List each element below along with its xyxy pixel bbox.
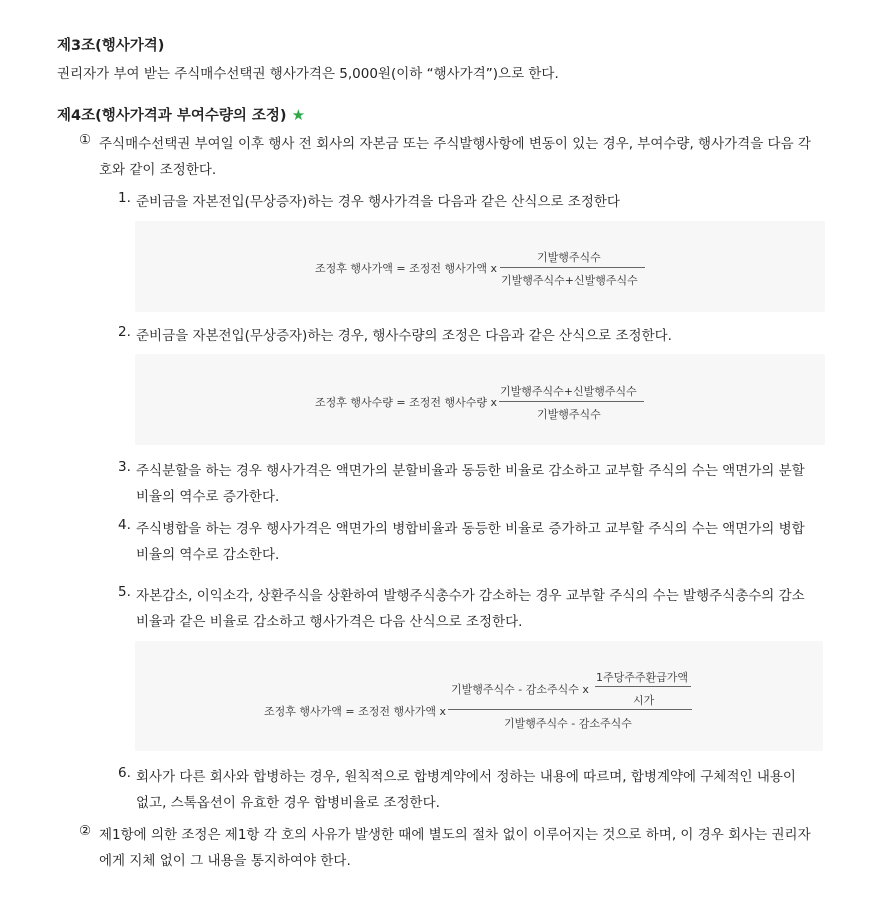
formula-1-numerator: 기발행주식수: [537, 251, 601, 264]
clause-2-line1: 제1항에 의한 조정은 제1항 각 호의 사유가 발생한 때에 별도의 절차 없이 이루어지는 것으로 하며, 이 경우 회사는 권리자: [99, 827, 811, 843]
item-1-text: 준비금을 자본전입(무상증자)하는 경우 행사가격을 다음과 같은 산식으로 조정한다: [136, 194, 620, 210]
formula-3-denominator: 기발행주식수 - 감소주식수: [504, 717, 632, 730]
item-4-line1: 주식병합을 하는 경우 행사가격은 액면가의 병합비율과 동등한 비율로 증가하고 교부할 주식의 수는 액면가의 병합: [136, 521, 805, 537]
article-3-title: 제3조(행사가격): [57, 38, 165, 54]
clause-1-line1: 주식매수선택권 부여일 이후 행사 전 회사의 자본금 또는 주식발행사항에 변동이 있는 경우, 부여수량, 행사가격을 다음 각: [99, 136, 811, 152]
article-3-body: 권리자가 부여 받는 주식매수선택권 행사가격은 5,000원(이하 “행사가격”)으로 한다.: [57, 66, 559, 82]
item-3-line1: 주식분할을 하는 경우 행사가격은 액면가의 분할비율과 동등한 비율로 감소하고 교부할 주식의 수는 액면가의 분할: [136, 463, 805, 479]
formula-2-denominator: 기발행주식수: [537, 408, 601, 421]
item-6-line2: 없고, 스톡옵션이 유효한 경우 합병비율로 조정한다.: [136, 795, 440, 811]
item-5-line1: 자본감소, 이익소각, 상환주식을 상환하여 발행주식총수가 감소하는 경우 교부할 주식의 수는 발행주식총수의 감소: [136, 588, 805, 604]
formula-1-lhs: 조정후 행사가액 = 조정전 행사가액 x: [315, 262, 497, 275]
item-5-line2: 비율과 같은 비율로 감소하고 행사가격은 다음 산식으로 조정한다.: [136, 614, 523, 630]
formula-2-lhs: 조정후 행사수량 = 조정전 행사수량 x: [315, 396, 497, 409]
formula-3-fraction-line: [448, 709, 692, 710]
clause-1-marker: ①: [79, 132, 92, 148]
formula-3-inner-numerator: 1주당주주환급가액: [596, 671, 689, 684]
formula-1-denominator: 기발행주식수+신발행주식수: [501, 274, 638, 287]
formula-box-2: [135, 354, 825, 445]
clause-2-line2: 에게 지체 없이 그 내용을 통지하여야 한다.: [99, 853, 351, 869]
formula-1-fraction-line: [500, 267, 645, 268]
item-4-line2: 비율의 역수로 감소한다.: [136, 547, 280, 563]
formula-3-inner-fraction-line: [595, 686, 691, 687]
item-4-number: 4.: [118, 517, 131, 533]
item-6-line1: 회사가 다른 회사와 합병하는 경우, 원칙적으로 합병계약에서 정하는 내용에 따르며, 합병계약에 구체적인 내용이: [136, 769, 796, 785]
article-4-title-text: 제4조(행사가격과 부여수량의 조정): [57, 108, 287, 124]
item-5-number: 5.: [118, 584, 131, 600]
formula-3-numerator-text: 기발행주식수 - 감소주식수 x: [451, 683, 589, 696]
formula-3-lhs: 조정후 행사가액 = 조정전 행사가액 x: [264, 705, 446, 718]
formula-3-inner-denominator: 시가: [633, 694, 655, 707]
item-3-number: 3.: [118, 459, 131, 475]
item-2-text: 준비금을 자본전입(무상증자)하는 경우, 행사수량의 조정은 다음과 같은 산식으로 조정한다.: [136, 328, 672, 344]
formula-box-3: [135, 641, 823, 751]
item-6-number: 6.: [118, 765, 131, 781]
formula-2-numerator: 기발행주식수+신발행주식수: [500, 385, 637, 398]
formula-box-1: [135, 221, 825, 312]
clause-1-line2: 호와 같이 조정한다.: [99, 162, 217, 178]
formula-2-fraction-line: [499, 401, 644, 402]
item-3-line2: 비율의 역수로 증가한다.: [136, 489, 280, 505]
clause-2-marker: ②: [79, 823, 92, 839]
article-4-title: [57, 104, 305, 125]
item-1-number: 1.: [118, 190, 131, 206]
item-2-number: 2.: [118, 324, 131, 340]
star-icon: ★: [291, 106, 306, 124]
